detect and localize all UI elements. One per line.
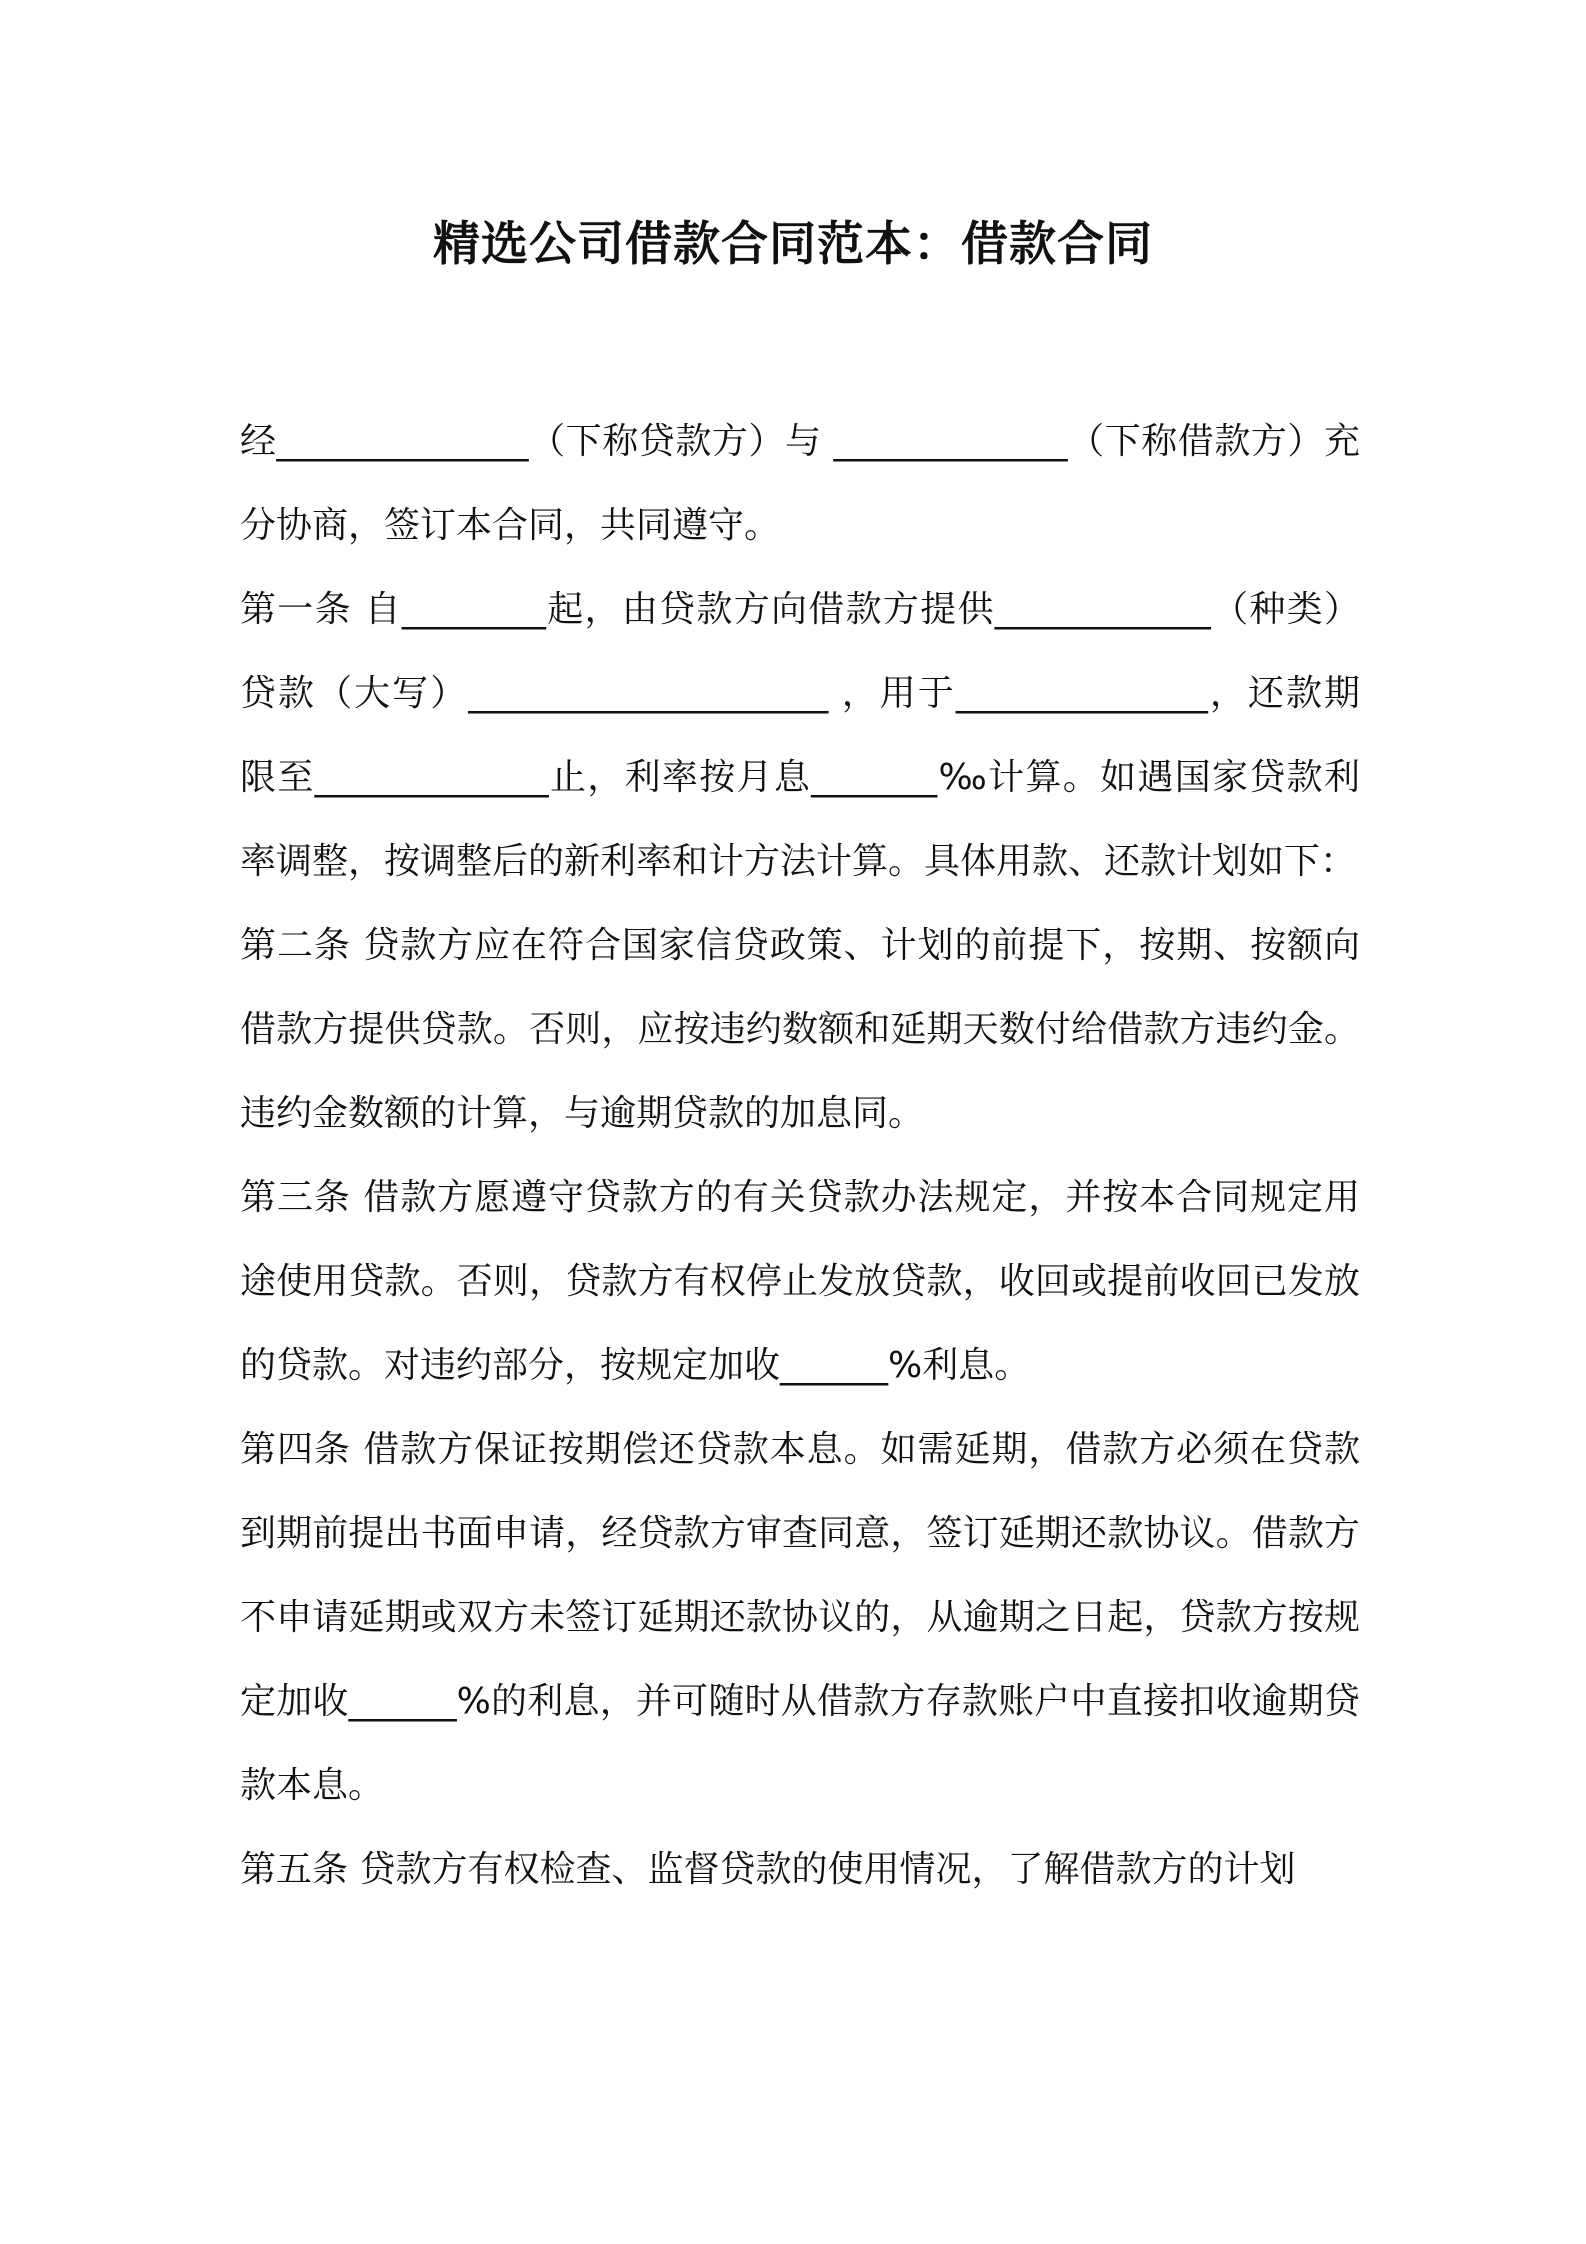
contract-body [240, 400, 1360, 1912]
paragraph-preamble: 经______________（下称贷款方）与 _____________（下称借款方）充分协商，签订本合同，共同遵守。 [240, 421, 1360, 546]
paragraph-article-3: 第三条 借款方愿遵守贷款方的有关贷款办法规定，并按本合同规定用途使用贷款。否则，贷款方有权停止发放贷款，收回或提前收回已发放的贷款。对违约部分，按规定加收______%利息。 [240, 1177, 1360, 1386]
paragraph-article-1: 第一条 自________起，由贷款方向借款方提供____________（种类）贷款（大写）____________________ ，用于______________，还款期限至_____________止，利率按月息_______‰计算。如遇国家贷款利率调整，按调整后的新利率和计方法计算。具体用款、还款计划如下： [240, 589, 1360, 882]
paragraph-article-5: 第五条 贷款方有权检查、监督贷款的使用情况，了解借款方的计划 [240, 1849, 1296, 1890]
paragraph-article-2: 第二条 贷款方应在符合国家信贷政策、计划的前提下，按期、按额向借款方提供贷款。否则，应按违约数额和延期天数付给借款方违约金。违约金数额的计算，与逾期贷款的加息同。 [240, 925, 1360, 1134]
document-title: 精选公司借款合同范本：借款合同 [433, 217, 1153, 272]
paragraph-article-4: 第四条 借款方保证按期偿还贷款本息。如需延期，借款方必须在贷款到期前提出书面申请，经贷款方审查同意，签订延期还款协议。借款方不申请延期或双方未签订延期还款协议的，从逾期之日起，贷款方按规定加收______%的利息，并可随时从借款方存款账户中直接扣收逾期贷款本息。 [240, 1429, 1360, 1806]
